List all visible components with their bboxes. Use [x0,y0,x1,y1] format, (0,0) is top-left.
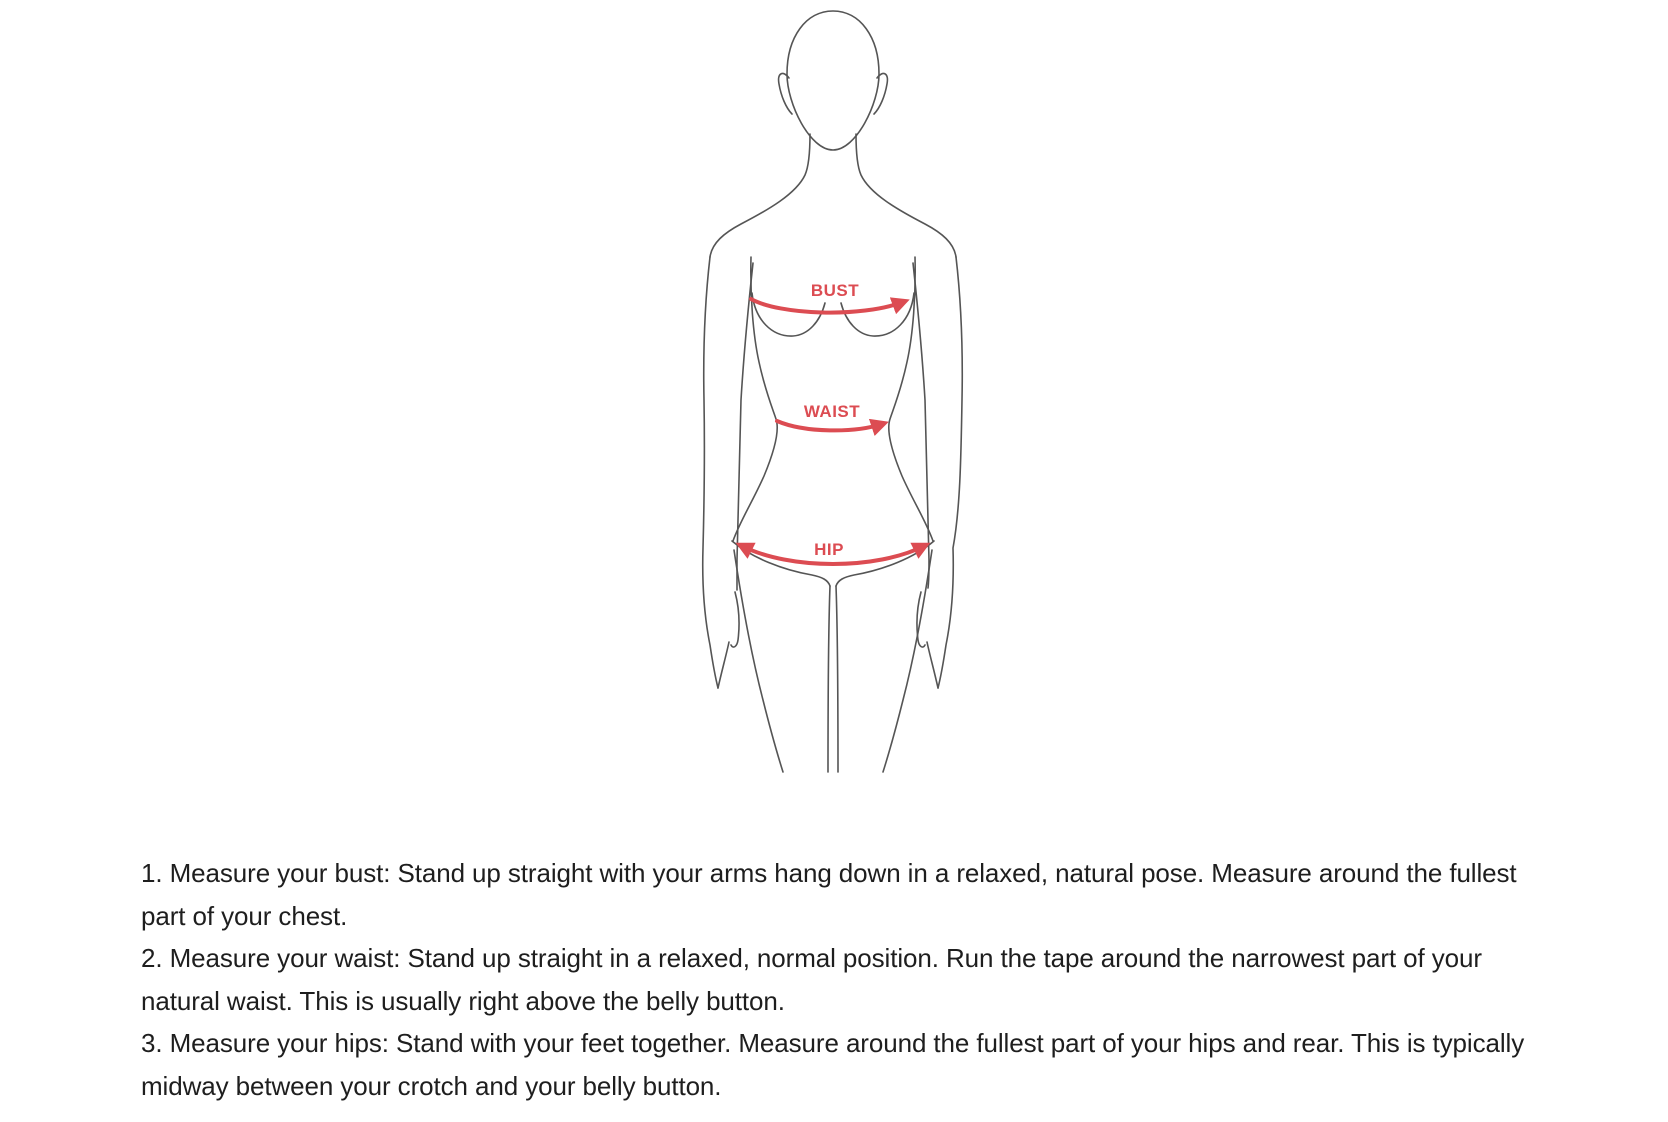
waist-measure-arrow [777,421,882,430]
measurement-instructions [141,852,1641,1107]
right-arm-inner [913,263,929,588]
waist-label: WAIST [803,402,861,421]
left-arm-inner [737,263,753,590]
right-outer-thigh [883,550,932,772]
hip-label: HIP [814,540,844,559]
left-arm-outer [703,257,718,688]
left-hand-fingers [718,642,729,688]
instruction-hips [141,1022,1641,1107]
instruction-waist [141,937,1641,1022]
instruction-line: natural waist. This is usually right above the belly button. [141,985,785,1016]
instruction-line: 1. Measure your bust: Stand up straight with your arms hang down in a relaxed, natural pose. Measure around the fullest [141,858,1517,888]
instruction-line: 3. Measure your hips: Stand with your feet together. Measure around the fullest part of your hips and rear. This is typically [141,1028,1525,1058]
right-torso-side [889,257,933,541]
left-inner-leg [828,586,830,772]
left-thumb [731,592,739,647]
left-outer-thigh [734,550,783,772]
bust-label: BUST [810,281,860,300]
right-hand-fingers [927,642,938,688]
right-neck-shoulder [856,134,956,257]
figure-outline [703,11,962,772]
left-neck-shoulder [710,134,810,257]
figure-wrap [690,0,980,785]
instruction-line: midway between your crotch and your belly button. [141,1070,722,1101]
body-measurement-diagram [690,0,980,785]
right-arm-outer [938,257,962,688]
instruction-bust [141,852,1641,937]
instruction-line: part of your chest. [141,900,348,931]
measurement-arrows [742,281,924,564]
right-inner-leg [836,586,838,772]
head-outline [787,11,879,150]
instruction-line: 2. Measure your waist: Stand up straight in a relaxed, normal position. Run the tape around the narrowest part of your [141,943,1482,973]
bust-measure-arrow [751,299,903,313]
